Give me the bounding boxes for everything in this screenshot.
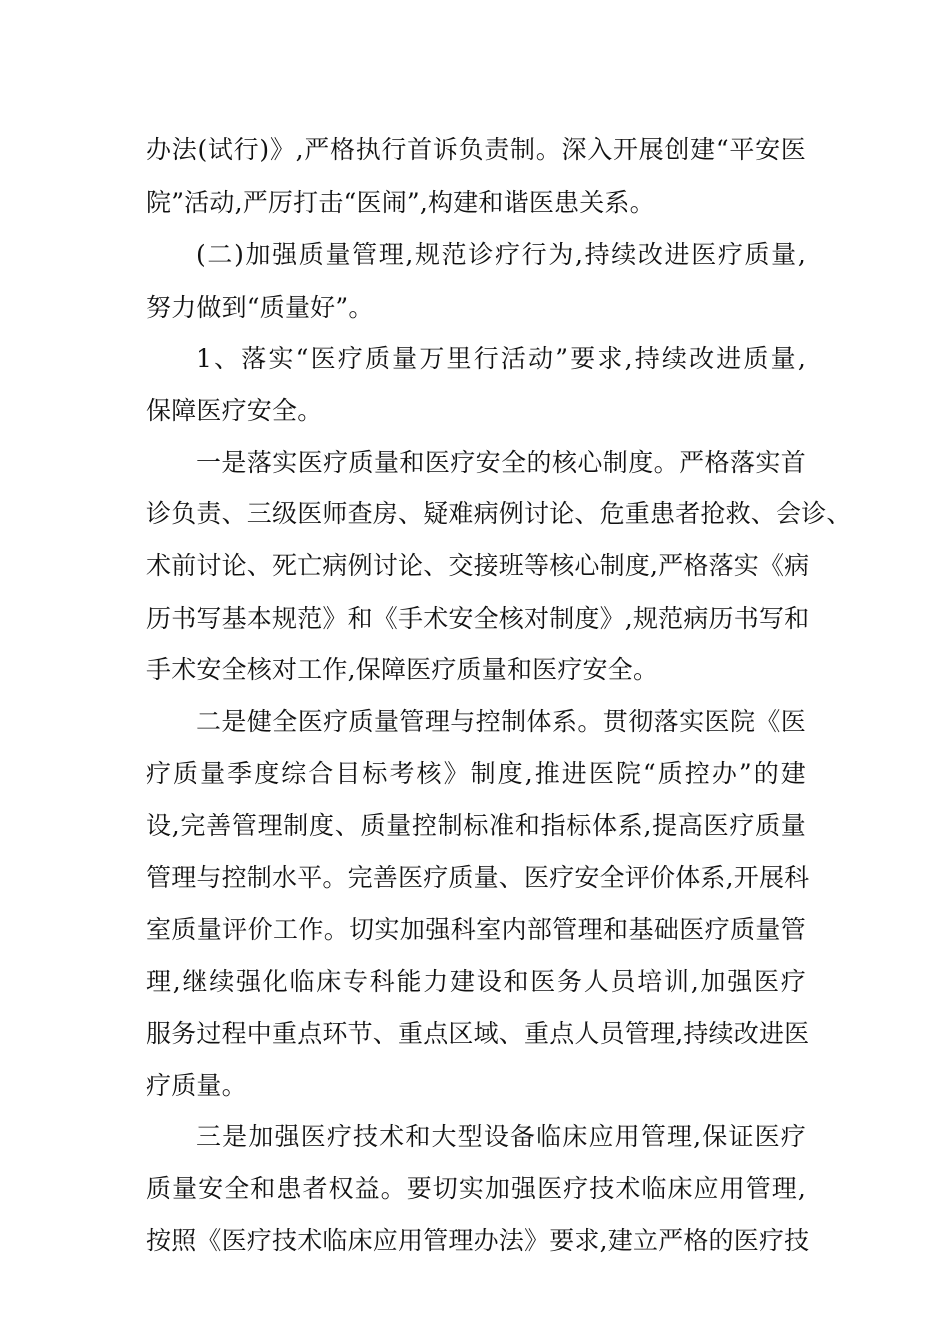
- subsection-heading-cont: 保障医疗安全。: [146, 396, 323, 425]
- text-line: 术前讨论、死亡病例讨论、交接班等核心制度,严格落实《病: [146, 551, 810, 580]
- text-line: 诊负责、三级医师查房、疑难病例讨论、危重患者抢救、会诊、: [146, 499, 852, 528]
- text-line: 服务过程中重点环节、重点区域、重点人员管理,持续改进医: [146, 1019, 810, 1048]
- text-line: 一是落实医疗质量和医疗安全的核心制度。严格落实首: [196, 448, 806, 477]
- text-line: 管理与控制水平。完善医疗质量、医疗安全评价体系,开展科: [146, 863, 810, 892]
- text-line: 设,完善管理制度、质量控制标准和指标体系,提高医疗质量: [146, 811, 806, 840]
- text-line: 疗质量季度综合目标考核》制度,推进医院“质控办”的建: [146, 759, 806, 788]
- text-line: 手术安全核对工作,保障医疗质量和医疗安全。: [146, 655, 659, 684]
- subsection-heading: 1、落实“医疗质量万里行活动”要求,持续改进质量,: [196, 344, 806, 373]
- text-line: 院”活动,严厉打击“医闹”,构建和谐医患关系。: [146, 188, 655, 217]
- text-line: 理,继续强化临床专科能力建设和医务人员培训,加强医疗: [146, 967, 806, 996]
- text-line: 办法(试行)》,严格执行首诉负责制。深入开展创建“平安医: [146, 135, 806, 164]
- text-line: 疗质量。: [146, 1071, 247, 1100]
- section-heading: (二)加强质量管理,规范诊疗行为,持续改进医疗质量,: [196, 240, 806, 269]
- text-line: 质量安全和患者权益。要切实加强医疗技术临床应用管理,: [146, 1174, 806, 1203]
- text-line: 室质量评价工作。切实加强科室内部管理和基础医疗质量管: [146, 915, 806, 944]
- text-line: 二是健全医疗质量管理与控制体系。贯彻落实医院《医: [196, 707, 806, 736]
- text-line: 按照《医疗技术临床应用管理办法》要求,建立严格的医疗技: [146, 1226, 810, 1255]
- section-heading-cont: 努力做到“质量好”。: [146, 293, 374, 322]
- text-line: 三是加强医疗技术和大型设备临床应用管理,保证医疗: [196, 1122, 806, 1151]
- text-line: 历书写基本规范》和《手术安全核对制度》,规范病历书写和: [146, 604, 810, 633]
